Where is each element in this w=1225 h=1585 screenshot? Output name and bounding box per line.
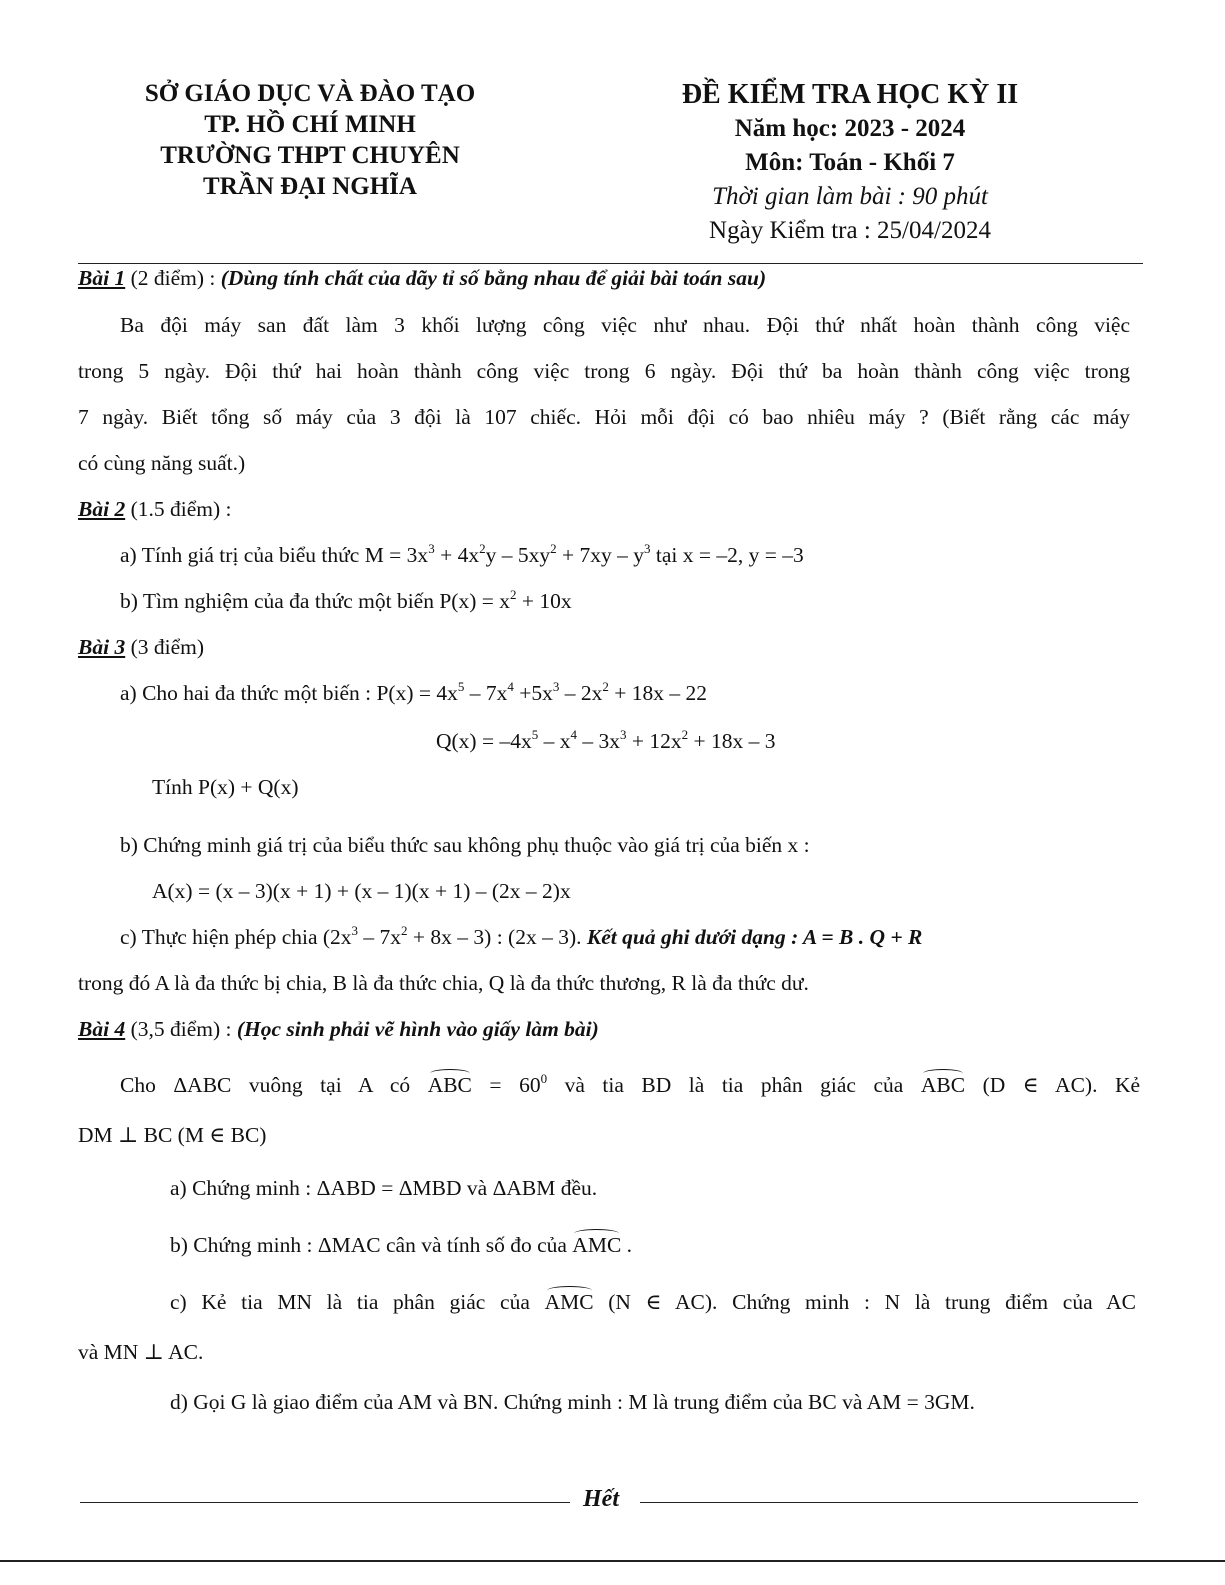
exam-header: [640, 78, 1060, 248]
exp: 3: [428, 541, 435, 556]
bai2-b-text: + 10x: [516, 589, 572, 613]
bai3-a-text: a) Cho hai đa thức một biến : P(x) = 4x: [120, 681, 458, 705]
bai4-text: (D ∈ AC). Kẻ: [965, 1073, 1141, 1097]
bai3-c: [120, 925, 922, 950]
exp: 3: [351, 923, 359, 938]
exp: 4: [507, 679, 514, 694]
bai4-b-text: .: [621, 1233, 633, 1257]
bai4-text: và tia BD là tia phân giác của: [547, 1073, 904, 1097]
exp: 3: [552, 679, 560, 694]
bai4-b: [170, 1233, 632, 1258]
bai2-b-text: b) Tìm nghiệm của đa thức một biến P(x) = x: [120, 589, 511, 613]
bai1-line-2: trong 5 ngày. Đội thứ hai hoàn thành công việc trong 6 ngày. Đội thứ ba hoàn thành công việc trong: [78, 359, 1130, 383]
header-divider: [78, 263, 1143, 264]
bai4-instruction: (Học sinh phải vẽ hình vào giấy làm bài): [236, 1017, 599, 1041]
bai4-label: Bài 4: [78, 1017, 126, 1041]
bai3-c-text: c) Thực hiện phép chia (2x: [120, 925, 352, 949]
bai1-label: Bài 1: [78, 266, 126, 290]
page-bottom-border: [0, 1560, 1225, 1562]
bai2-a-text: + 7xy – y: [556, 543, 644, 567]
exp: 3: [619, 727, 627, 742]
bai2-a-text: tại x = –2, y = –3: [650, 543, 804, 567]
bai3-b-expr: A(x) = (x – 3)(x + 1) + (x – 1)(x + 1) – (2x – 2)x: [152, 879, 571, 903]
exam-date: Ngày Kiểm tra : 25/04/2024: [709, 217, 991, 244]
bai2-points: (1.5 điểm) :: [125, 497, 232, 521]
bai3-a-tinh: Tính P(x) + Q(x): [152, 775, 299, 799]
bai3-q-text: – x: [538, 729, 571, 753]
exp: 4: [570, 727, 577, 742]
bai4-d: d) Gọi G là giao điểm của AM và BN. Chứng minh : M là trung điểm của BC và AM = 3GM.: [170, 1390, 975, 1414]
bai3-a-text: – 7x: [464, 681, 508, 705]
duration: Thời gian làm bài : 90 phút: [712, 183, 988, 210]
bai1-heading: [78, 266, 766, 291]
angle-amc: AMC: [572, 1233, 622, 1257]
dept-name: SỞ GIÁO DỤC VÀ ĐÀO TẠO: [144, 80, 476, 107]
city-name: TP. HỒ CHÍ MINH: [204, 111, 416, 138]
subject: Môn: Toán - Khối 7: [745, 149, 955, 176]
footer-rule-left: [80, 1502, 570, 1503]
bai3-b: b) Chứng minh giá trị của biểu thức sau không phụ thuộc vào giá trị của biến x :: [120, 833, 810, 857]
bai3-q-text: + 18x – 3: [688, 729, 776, 753]
bai3-a: [120, 681, 707, 706]
bai3-label: Bài 3: [78, 635, 126, 659]
exp: 5: [531, 727, 539, 742]
bai4-c-text: (N ∈ AC). Chứng minh : N là trung điểm của AC: [593, 1290, 1136, 1314]
bai2-label: Bài 2: [78, 497, 126, 521]
bai4-heading: [78, 1017, 599, 1042]
bai1-line-1: Ba đội máy san đất làm 3 khối lượng công việc như nhau. Đội thứ nhất hoàn thành công việc: [120, 313, 1130, 337]
bai3-points: (3 điểm): [125, 635, 205, 659]
degree: 0: [540, 1071, 548, 1086]
bai4-b-text: b) Chứng minh : ΔMAC cân và tính số đo của: [170, 1233, 573, 1257]
bai2-b: [120, 589, 572, 614]
bai3-c-text: + 8x – 3) : (2x – 3).: [407, 925, 587, 949]
bai3-c-line2: trong đó A là đa thức bị chia, B là đa thức chia, Q là đa thức thương, R là đa thức dư.: [78, 971, 809, 995]
bai3-q-text: – 3x: [576, 729, 620, 753]
footer-rule-right: [640, 1502, 1138, 1503]
bai4-line-2: DM ⊥ BC (M ∈ BC): [78, 1123, 267, 1147]
exp: 2: [602, 679, 609, 694]
angle-abc: ABC: [427, 1073, 472, 1097]
exp: 2: [401, 923, 408, 938]
bai3-q-text: Q(x) = –4x: [436, 729, 532, 753]
bai3-a-text: – 2x: [559, 681, 603, 705]
bai4-text: = 60: [471, 1073, 541, 1097]
bai3-q: [436, 729, 776, 754]
exp: 2: [479, 541, 486, 556]
end-mark: Hết: [583, 1486, 619, 1512]
angle-abc: ABC: [920, 1073, 966, 1097]
bai3-q-text: + 12x: [626, 729, 682, 753]
bai2-a-text: y – 5xy: [485, 543, 551, 567]
angle-amc: AMC: [544, 1290, 594, 1314]
bai2-heading: [78, 497, 232, 522]
exp: 3: [643, 541, 651, 556]
bai2-a-text: + 4x: [434, 543, 480, 567]
bai4-text: Cho ΔABC vuông tại A có: [120, 1073, 411, 1097]
bai3-c-format: Kết quả ghi dưới dạng : A = B . Q + R: [586, 925, 923, 949]
bai4-c-line2: và MN ⊥ AC.: [78, 1340, 204, 1364]
bai1-instruction: (Dùng tính chất của dãy tỉ số bằng nhau để giải bài toán sau): [220, 266, 767, 290]
bai1-line-3: 7 ngày. Biết tổng số máy của 3 đội là 107 chiếc. Hỏi mỗi đội có bao nhiêu máy ? (Biết rằng các máy: [78, 405, 1130, 429]
bai4-line-1: [120, 1073, 1140, 1098]
bai4-a: a) Chứng minh : ΔABD = ΔMBD và ΔABM đều.: [170, 1176, 598, 1200]
bai4-c-text: c) Kẻ tia MN là tia phân giác của: [170, 1290, 545, 1314]
bai4-c: [170, 1290, 1136, 1315]
school-name-1: TRƯỜNG THPT CHUYÊN: [160, 142, 460, 169]
bai3-c-text: – 7x: [358, 925, 402, 949]
bai3-a-text: + 18x – 22: [608, 681, 708, 705]
exp: 5: [457, 679, 465, 694]
school-header: [120, 78, 500, 202]
school-year: Năm học: 2023 - 2024: [734, 115, 966, 142]
bai2-a: [120, 543, 804, 568]
bai3-a-text: +5x: [513, 681, 553, 705]
school-name-2: TRẦN ĐẠI NGHĨA: [203, 173, 417, 200]
exam-title: ĐỀ KIỂM TRA HỌC KỲ II: [681, 79, 1019, 110]
exp: 2: [550, 541, 557, 556]
bai1-points: (2 điểm) :: [125, 266, 221, 290]
exp: 2: [681, 727, 689, 742]
exp: 2: [510, 587, 517, 602]
bai4-points: (3,5 điểm) :: [125, 1017, 237, 1041]
bai3-heading: [78, 635, 204, 660]
bai1-line-4: có cùng năng suất.): [78, 451, 246, 475]
bai2-a-text: a) Tính giá trị của biểu thức M = 3x: [120, 543, 429, 567]
